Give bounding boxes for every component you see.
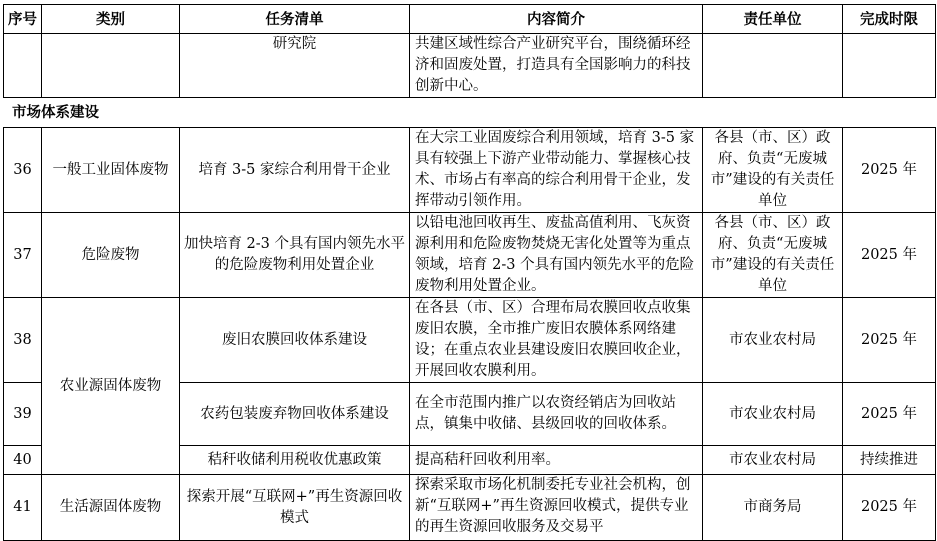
cell-deadline: 持续推进 — [843, 446, 936, 475]
cell-task: 研究院 — [180, 34, 410, 98]
cell-unit — [703, 34, 843, 98]
task-table — [3, 4, 936, 541]
header-category: 类别 — [42, 5, 180, 34]
header-no: 序号 — [4, 5, 42, 34]
cell-task: 加快培育 2-3 个具有国内领先水平的危险废物利用处置企业 — [180, 213, 410, 298]
cell-task: 探索开展“互联网+”再生资源回收模式 — [180, 475, 410, 541]
cell-task: 秸秆收储利用税收优惠政策 — [180, 446, 410, 475]
header-task: 任务清单 — [180, 5, 410, 34]
table-row — [4, 128, 936, 213]
cell-category: 农业源固体废物 — [42, 298, 180, 475]
table-row — [4, 475, 936, 541]
cell-content: 提高秸秆回收利用率。 — [410, 446, 703, 475]
cell-task: 培育 3-5 家综合利用骨干企业 — [180, 128, 410, 213]
cell-no: 37 — [4, 213, 42, 298]
cell-task: 农药包装废弃物回收体系建设 — [180, 383, 410, 446]
header-unit: 责任单位 — [703, 5, 843, 34]
cell-category: 危险废物 — [42, 213, 180, 298]
cell-unit: 市商务局 — [703, 475, 843, 541]
cell-content: 在全市范围内推广以农资经销店为回收站点，镇集中收储、县级回收的回收体系。 — [410, 383, 703, 446]
cell-deadline: 2025 年 — [843, 383, 936, 446]
cell-no: 36 — [4, 128, 42, 213]
cell-unit: 市农业农村局 — [703, 383, 843, 446]
cell-task: 废旧农膜回收体系建设 — [180, 298, 410, 383]
cell-unit: 市农业农村局 — [703, 446, 843, 475]
cell-content: 在各县（市、区）合理布局农膜回收点收集废旧农膜，全市推广废旧农膜体系网络建设；在重点农业县建设废旧农膜回收企业，开展回收农膜利用。 — [410, 298, 703, 383]
cell-deadline — [843, 34, 936, 98]
cell-content: 在大宗工业固废综合利用领域，培育 3-5 家具有较强上下游产业带动能力、掌握核心技术、市场占有率高的综合利用骨干企业，发挥带动引领作用。 — [410, 128, 703, 213]
cell-no: 39 — [4, 383, 42, 446]
cell-category — [42, 34, 180, 98]
cell-deadline: 2025 年 — [843, 475, 936, 541]
cell-no: 38 — [4, 298, 42, 383]
cell-deadline: 2025 年 — [843, 128, 936, 213]
table-row — [4, 213, 936, 298]
cell-content: 共建区域性综合产业研究平台，围绕循环经济和固废处置，打造具有全国影响力的科技创新中心。 — [410, 34, 703, 98]
cell-deadline: 2025 年 — [843, 213, 936, 298]
header-content: 内容简介 — [410, 5, 703, 34]
header-row — [4, 5, 936, 34]
section-row — [4, 98, 936, 128]
cell-content: 以铅电池回收再生、废盐高值利用、飞灰资源利用和危险废物焚烧无害化处置等为重点领域，培育 2-3 个具有国内领先水平的危险废物利用处置企业。 — [410, 213, 703, 298]
cell-no: 41 — [4, 475, 42, 541]
cell-unit: 各县（市、区）政府、负责“无废城市”建设的有关责任单位 — [703, 213, 843, 298]
cell-no: 40 — [4, 446, 42, 475]
cell-category: 生活源固体废物 — [42, 475, 180, 541]
table-row — [4, 34, 936, 98]
cell-category: 一般工业固体废物 — [42, 128, 180, 213]
cell-no — [4, 34, 42, 98]
cell-deadline: 2025 年 — [843, 298, 936, 383]
section-title: 市场体系建设 — [4, 98, 936, 128]
cell-content: 探索采取市场化机制委托专业社会机构，创新“互联网+”再生资源回收模式，提供专业的再生资源回收服务及交易平 — [410, 475, 703, 541]
cell-unit: 各县（市、区）政府、负责“无废城市”建设的有关责任单位 — [703, 128, 843, 213]
table-row — [4, 298, 936, 383]
header-deadline: 完成时限 — [843, 5, 936, 34]
cell-unit: 市农业农村局 — [703, 298, 843, 383]
